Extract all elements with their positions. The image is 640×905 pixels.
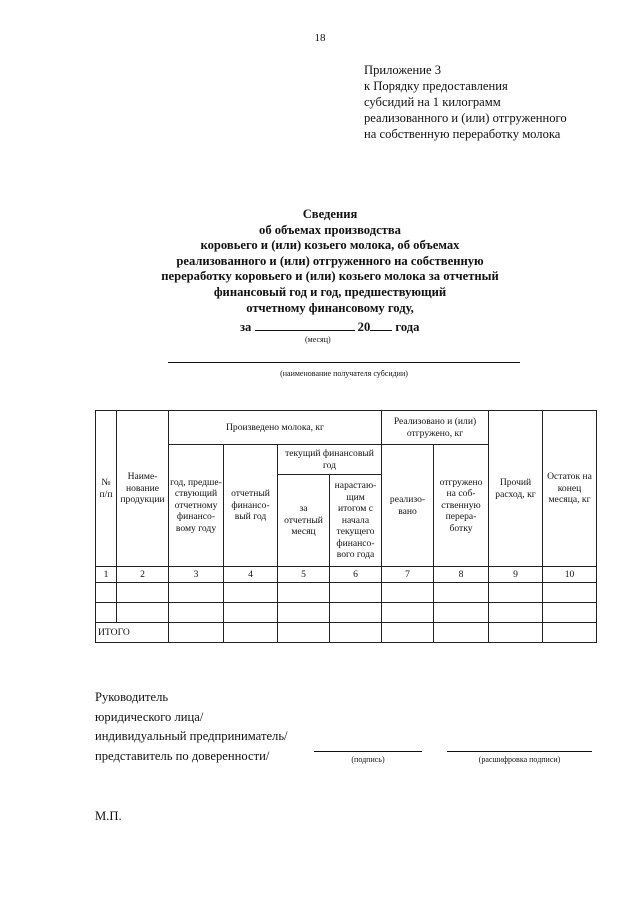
table-cell[interactable] xyxy=(330,623,382,643)
table-cell[interactable] xyxy=(489,603,543,623)
title-line: Сведения xyxy=(302,207,358,221)
total-label: ИТОГО xyxy=(96,623,169,643)
signatory-line: юридического лица/ xyxy=(95,709,204,724)
column-number: 5 xyxy=(278,567,330,583)
header-produced: Произведено молока, кг xyxy=(169,411,382,445)
table-cell[interactable] xyxy=(96,603,117,623)
header-other-expense: Прочий расход, кг xyxy=(489,411,543,567)
header-shipped: отгружено на соб-ственную перера-ботку xyxy=(434,445,489,567)
header-realized: реализо-вано xyxy=(382,445,434,567)
appendix-line: субсидий на 1 килограмм xyxy=(364,95,501,109)
table-cell[interactable] xyxy=(169,583,224,603)
signatory-line: Руководитель xyxy=(95,690,169,704)
signature-caption: (подпись) xyxy=(351,755,385,764)
column-number: 8 xyxy=(434,567,489,583)
table-cell[interactable] xyxy=(224,583,278,603)
table-cell[interactable] xyxy=(382,603,434,623)
table-cell[interactable] xyxy=(224,623,278,643)
table-row xyxy=(96,583,597,603)
column-number: 10 xyxy=(543,567,597,583)
table-cell[interactable] xyxy=(169,623,224,643)
signature-decode-line[interactable] xyxy=(447,751,592,752)
column-number: 9 xyxy=(489,567,543,583)
total-row xyxy=(96,623,597,643)
header-balance: Остаток на конец месяца, кг xyxy=(543,411,597,567)
column-number: 7 xyxy=(382,567,434,583)
table-cell[interactable] xyxy=(278,603,330,623)
table-cell[interactable] xyxy=(330,603,382,623)
column-number: 6 xyxy=(330,567,382,583)
table-cell[interactable] xyxy=(169,603,224,623)
column-number: 2 xyxy=(117,567,169,583)
title-line: переработку коровьего и (или) козьего молока за отчетный xyxy=(161,269,499,284)
document-title xyxy=(90,207,570,316)
title-line: реализованного и (или) отгруженного на собственную xyxy=(176,253,484,268)
header-cumulative: нарастаю-щим итогом с начала текущего финансо-вого года xyxy=(330,475,382,567)
header-num: № п/п xyxy=(96,411,117,567)
header-product: Наиме-нование продукции xyxy=(117,411,169,567)
recipient-line[interactable] xyxy=(168,362,520,363)
header-prev-year: год, предше-ствующий отчетному финансо-вому году xyxy=(169,445,224,567)
table-cell[interactable] xyxy=(434,583,489,603)
appendix-line: реализованного и (или) отгруженного xyxy=(364,111,567,125)
month-blank[interactable] xyxy=(255,319,355,331)
appendix-reference xyxy=(364,62,567,142)
title-line: отчетному финансовому году, xyxy=(246,300,414,315)
table-cell[interactable] xyxy=(382,583,434,603)
table-cell[interactable] xyxy=(224,603,278,623)
table-cell[interactable] xyxy=(278,583,330,603)
stamp-label: М.П. xyxy=(95,809,122,823)
table-cell[interactable] xyxy=(543,583,597,603)
table-cell[interactable] xyxy=(330,583,382,603)
title-line: об объемах производства xyxy=(259,222,401,237)
table-cell[interactable] xyxy=(489,623,543,643)
month-caption: (месяц) xyxy=(305,335,331,344)
table-cell[interactable] xyxy=(382,623,434,643)
table-cell[interactable] xyxy=(278,623,330,643)
table-cell[interactable] xyxy=(543,603,597,623)
header-realized-group: Реализовано и (или) отгружено, кг xyxy=(382,411,489,445)
year-prefix: 20 xyxy=(357,320,371,334)
header-for-month: за отчетный месяц xyxy=(278,475,330,567)
column-number: 3 xyxy=(169,567,224,583)
report-table xyxy=(95,410,597,643)
period-za: за xyxy=(240,320,252,334)
appendix-line: Приложение 3 xyxy=(364,63,442,77)
table-row xyxy=(96,603,597,623)
appendix-line: на собственную переработку молока xyxy=(364,127,561,141)
table-cell[interactable] xyxy=(434,603,489,623)
table-cell[interactable] xyxy=(96,583,117,603)
table-cell[interactable] xyxy=(117,603,169,623)
table-cell[interactable] xyxy=(489,583,543,603)
signatory-line: представитель по доверенности/ xyxy=(95,748,270,763)
recipient-caption: (наименование получателя субсидии) xyxy=(280,369,408,378)
title-line: финансовый год и год, предшествующий xyxy=(213,284,447,299)
appendix-line: к Порядку предоставления xyxy=(364,79,508,93)
page-number: 18 xyxy=(314,32,326,44)
year-blank[interactable] xyxy=(370,319,392,331)
title-line: коровьего и (или) козьего молока, об объемах xyxy=(200,238,460,253)
signature-decode-caption: (расшифровка подписи) xyxy=(478,755,561,764)
table-cell[interactable] xyxy=(543,623,597,643)
period-line xyxy=(240,319,419,335)
signature-line[interactable] xyxy=(314,751,422,752)
signatory-block xyxy=(95,688,288,766)
year-suffix: года xyxy=(395,320,420,334)
column-number: 1 xyxy=(96,567,117,583)
table-cell[interactable] xyxy=(117,583,169,603)
column-number: 4 xyxy=(224,567,278,583)
table-cell[interactable] xyxy=(434,623,489,643)
header-current-year: текущий финансовый год xyxy=(278,445,382,475)
header-report-year: отчетный финансо-вый год xyxy=(224,445,278,567)
signatory-line: индивидуальный предприниматель/ xyxy=(95,729,288,743)
